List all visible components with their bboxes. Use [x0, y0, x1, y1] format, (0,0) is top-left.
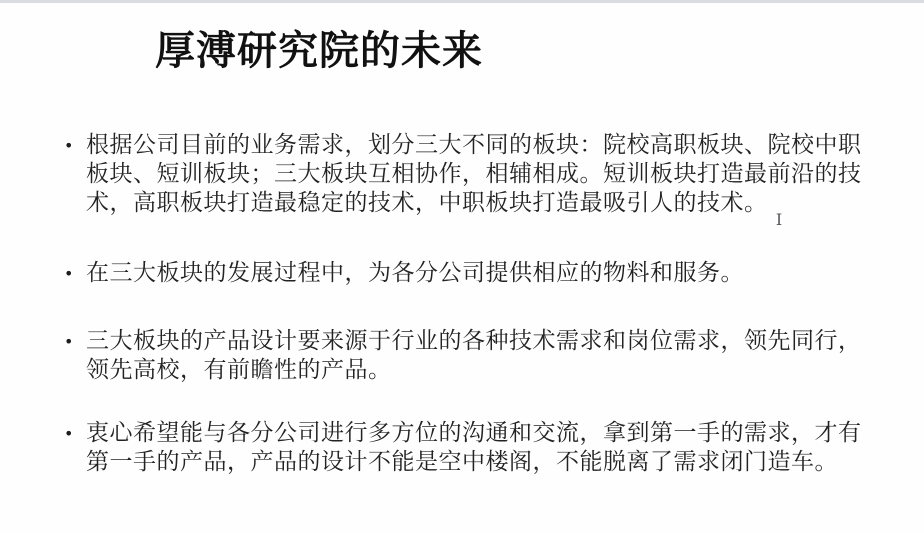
bullet-line: 根据公司目前的业务需求，划分三大不同的板块：院校高职板块、院校中职	[86, 132, 862, 158]
bullet-text	[86, 131, 862, 218]
bullet-line: 术，高职板块打造最稳定的技术，中职板块打造最吸引人的技术。	[86, 190, 768, 216]
bullet-line: 三大板块的产品设计要来源于行业的各种技术需求和岗位需求，领先同行，	[86, 328, 862, 354]
bullet-text	[86, 419, 862, 477]
bullet-dot: •	[64, 264, 74, 283]
bullet-line: 衷心希望能与各分公司进行多方位的沟通和交流，拿到第一手的需求，才有	[86, 420, 862, 446]
bullet-item	[64, 327, 862, 385]
bullet-line: 在三大板块的发展过程中，为各分公司提供相应的物料和服务。	[86, 260, 744, 286]
ibeam-cursor-icon: I	[775, 210, 783, 229]
bullet-item	[64, 419, 862, 477]
bullet-line: 领先高校，有前瞻性的产品。	[86, 357, 392, 383]
bullet-text	[86, 259, 744, 288]
bullet-line: 第一手的产品，产品的设计不能是空中楼阁，不能脱离了需求闭门造车。	[86, 449, 838, 475]
bullet-dot: •	[64, 136, 74, 155]
bullet-line: 板块、短训板块；三大板块互相协作，相辅相成。短训板块打造最前沿的技	[86, 161, 862, 187]
bullet-item	[64, 131, 862, 218]
slide-title: 厚溥研究院的未来	[155, 27, 483, 74]
bullet-dot: •	[64, 424, 74, 443]
bullet-text	[86, 327, 862, 385]
window-top-edge	[0, 0, 924, 3]
bullet-item	[64, 259, 744, 288]
bullet-dot: •	[64, 332, 74, 351]
